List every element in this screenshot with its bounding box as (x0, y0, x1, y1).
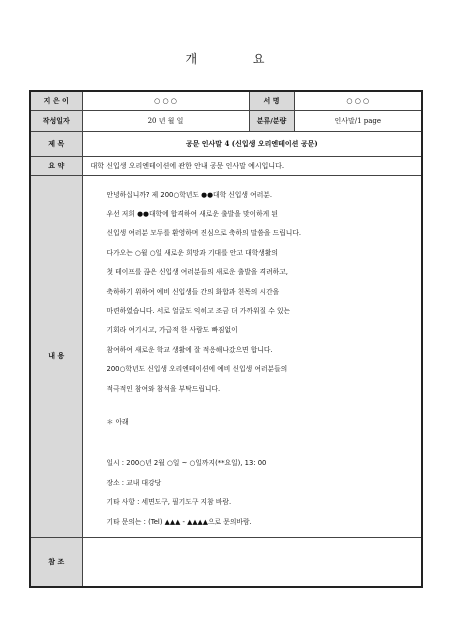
summary-value[interactable]: 대학 신입생 오리엔테이션에 관한 안내 공문 인사말 예시입니다. (82, 156, 422, 175)
detail-items: 기타 사항 : 세면도구, 필기도구 지참 바람. (106, 498, 232, 507)
detail-contact: 기타 문의는 : (Tel) ▲▲▲ - ▲▲▲▲으로 문의바람. (106, 517, 252, 526)
content-row (30, 175, 422, 537)
date-label: 작성일자 (30, 110, 82, 131)
reference-label: 참 조 (30, 537, 82, 587)
paragraph-line: 200○학년도 신입생 오리엔테이션에 예비 신입생 여러분들의 (106, 365, 288, 374)
document-title: 개 요 (185, 52, 291, 66)
reference-value[interactable] (82, 537, 422, 587)
paragraph-line: 적극적인 참여와 참석을 부탁드립니다. (106, 384, 221, 393)
author-label: 지 은 이 (30, 91, 82, 110)
detail-datetime: 일시 : 200○년 2월 ○일 ~ ○일까지(**요일), 13: 00 (106, 459, 267, 468)
reference-row (30, 537, 422, 587)
summary-row (30, 156, 422, 175)
content-body[interactable] (82, 175, 422, 537)
content-details (107, 454, 422, 532)
paragraph-line: 신입생 여러분 모두를 환영하며 진심으로 축하의 말씀을 드립니다. (106, 229, 302, 238)
subject-value[interactable]: 공문 인사말 4 (신입생 오리엔테이션 공문) (82, 131, 422, 156)
author-row (30, 91, 422, 110)
note-marker: ＊ 아래 (106, 417, 129, 426)
detail-location: 장소 : 교내 대강당 (106, 478, 162, 487)
paragraph-line: 첫 테이프를 끊은 신입생 여러분들의 새로운 출발을 격려하고, (106, 268, 288, 277)
paragraph-line: 기회라 여기시고, 가급적 한 사람도 빠짐없이 (106, 326, 238, 335)
content-paragraph (107, 186, 422, 399)
subject-row (30, 131, 422, 156)
category-value[interactable]: 인사말/1 page (294, 110, 422, 131)
date-value[interactable]: 20 년 월 일 (82, 110, 249, 131)
spacer (107, 432, 422, 454)
date-row (30, 110, 422, 131)
paragraph-line: 우선 저희 ●●대학에 합격하여 새로운 출발을 맞이하게 된 (106, 209, 278, 218)
signature-value[interactable]: ○ ○ ○ (294, 91, 422, 110)
paragraph-line: 참여하여 새로운 학교 생활에 잘 적응해나갔으면 합니다. (106, 345, 273, 354)
author-value[interactable]: ○ ○ ○ (82, 91, 249, 110)
spacer (107, 399, 422, 413)
content-label: 내 용 (30, 175, 82, 537)
category-label: 분류/분량 (249, 110, 294, 131)
signature-label: 서 명 (249, 91, 294, 110)
paragraph-line: 축하하기 위하여 예비 신입생들 간의 화합과 친목의 시간을 (106, 287, 280, 296)
paragraph-line: 안녕하십니까? 제 200○학년도 ●●대학 신입생 여러분. (106, 190, 273, 199)
document-form (29, 90, 423, 588)
paragraph-line: 다가오는 ○월 ○일 새로운 희망과 기대를 안고 대학생활의 (106, 248, 278, 257)
subject-label: 제 목 (30, 131, 82, 156)
paragraph-line: 마련하였습니다. 서로 얼굴도 익히고 조금 더 가까워질 수 있는 (106, 306, 291, 315)
summary-label: 요 약 (30, 156, 82, 175)
